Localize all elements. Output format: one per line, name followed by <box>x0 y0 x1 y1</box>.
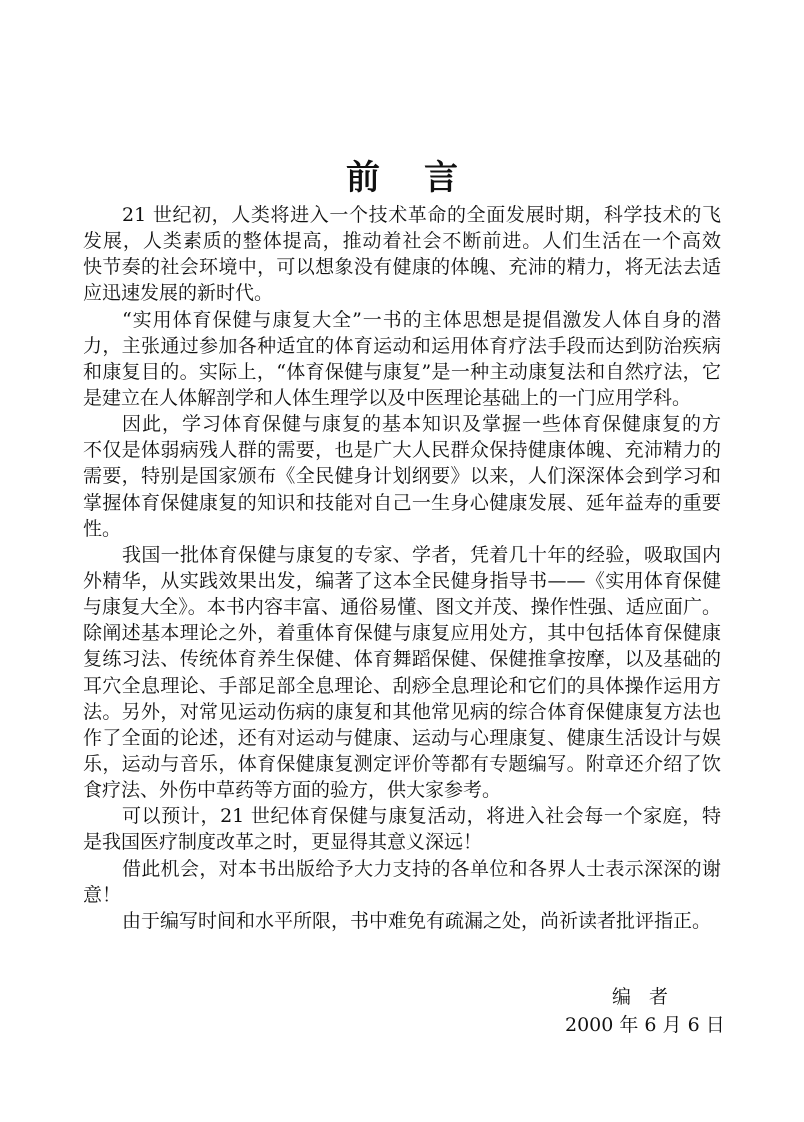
paragraph-4-line: 乐，运动与音乐，体育保健康复测定评价等都有专题编写。附章还介绍了饮 <box>83 752 721 775</box>
paragraph-3-line: 不仅是体弱病残人群的需要，也是广大人民群众保持健康体魄、充沛精力的 <box>83 439 721 462</box>
paragraph-4-line: 法。另外，对常见运动伤病的康复和其他常见病的综合体育保健康复方法也 <box>83 700 721 723</box>
paragraph-1-line: 快节奏的社会环境中，可以想象没有健康的体魄、充沛的精力，将无法去适 <box>83 256 721 279</box>
paragraph-3-line: 性。 <box>83 517 122 540</box>
date: 2000 年 6 月 6 日 <box>565 1014 725 1036</box>
paragraph-6-line: 意！ <box>83 883 122 906</box>
paragraph-4-line: 除阐述基本理论之外，着重体育保健与康复应用处方，其中包括体育保健康 <box>83 622 721 645</box>
paragraph-3-line: 掌握体育保健康复的知识和技能对自己一生身心健康发展、延年益寿的重要 <box>83 491 721 514</box>
paragraph-4-line: 我国一批体育保健与康复的专家、学者，凭着几十年的经验，吸取国内 <box>122 543 721 566</box>
paragraph-4-line: 外精华，从实践效果出发，编著了这本全民健身指导书——《实用体育保健 <box>83 569 721 592</box>
paragraph-2-line: “实用体育保健与康复大全”一书的主体思想是提倡激发人体自身的潜 <box>122 308 721 331</box>
paragraph-1-line: 应迅速发展的新时代。 <box>83 282 274 305</box>
paragraph-1-line: 21 世纪初，人类将进入一个技术革命的全面发展时期，科学技术的飞 <box>122 204 721 226</box>
paragraph-3-line: 需要，特别是国家颁布《全民健身计划纲要》以来，人们深深体会到学习和 <box>83 465 721 488</box>
paragraph-2-line: 和康复目的。实际上，“体育保健与康复”是一种主动康复法和自然疗法，它 <box>83 360 721 383</box>
page-title: 前言 <box>346 158 502 198</box>
paragraph-4-line: 食疗法、外伤中草药等方面的验方，供大家参考。 <box>83 779 502 802</box>
paragraph-4-line: 与康复大全》。本书内容丰富、通俗易懂、图文并茂、操作性强、适应面广。 <box>83 596 721 619</box>
paragraph-2-line: 力，主张通过参加各种适宜的体育运动和运用体育疗法手段而达到防治疾病 <box>83 334 721 357</box>
signature: 编者 <box>612 986 687 1008</box>
paragraph-4-line: 作了全面的论述，还有对运动与健康、运动与心理康复、健康生活设计与娱 <box>83 726 721 749</box>
paragraph-2-line: 是建立在人体解剖学和人体生理学以及中医理论基础上的一门应用学科。 <box>83 386 692 409</box>
paragraph-4-line: 耳穴全息理论、手部足部全息理论、刮痧全息理论和它们的具体操作运用方 <box>83 674 721 697</box>
paragraph-3-line: 因此，学习体育保健与康复的基本知识及掌握一些体育保健康复的方 <box>122 413 721 436</box>
paragraph-5-line: 是我国医疗制度改革之时，更显得其意义深远！ <box>83 831 483 854</box>
preface-body <box>83 202 721 934</box>
paragraph-6-line: 借此机会，对本书出版给予大力支持的各单位和各界人士表示深深的谢 <box>122 857 721 880</box>
paragraph-1-line: 发展，人类素质的整体提高，推动着社会不断前进。人们生活在一个高效 <box>83 230 721 253</box>
paragraph-7-line: 由于编写时间和水平所限，书中难免有疏漏之处，尚祈读者批评指正。 <box>122 909 712 932</box>
paragraph-4-line: 复练习法、传统体育养生保健、体育舞蹈保健、保健推拿按摩，以及基础的 <box>83 648 721 671</box>
paragraph-5-line: 可以预计，21 世纪体育保健与康复活动，将进入社会每一个家庭，特 <box>122 805 721 828</box>
